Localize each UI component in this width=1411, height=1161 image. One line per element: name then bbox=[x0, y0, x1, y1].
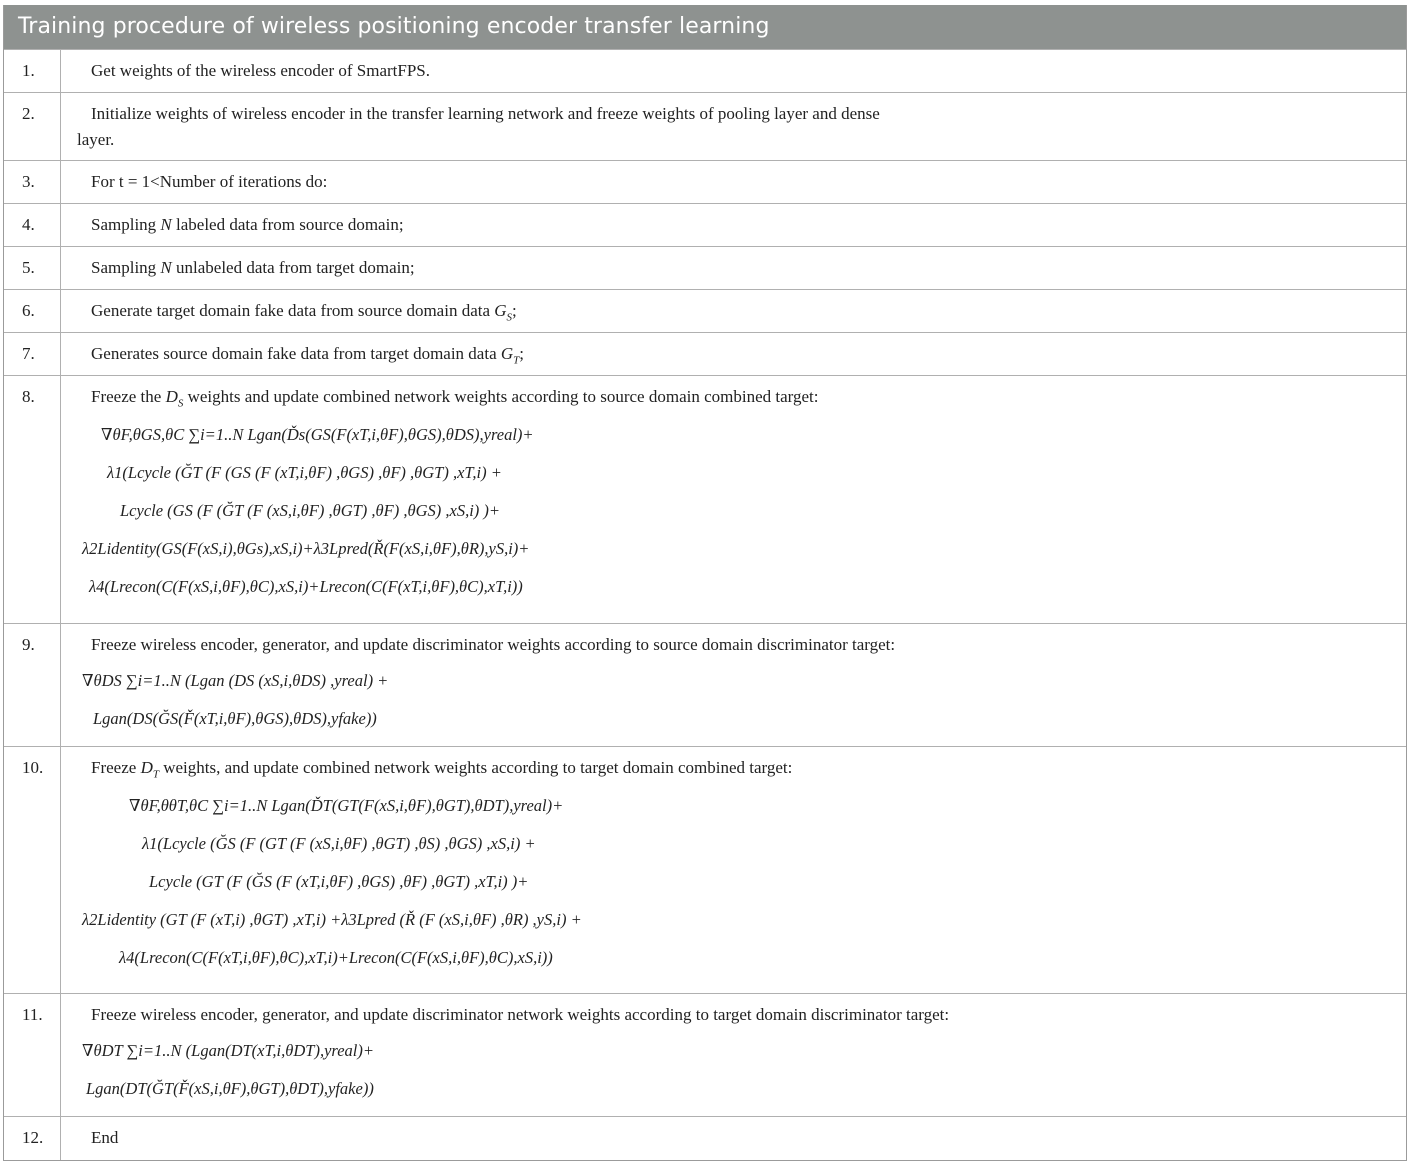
step-number: 8. bbox=[4, 376, 61, 623]
step-text: Sampling N unlabeled data from target domain; bbox=[91, 258, 415, 277]
step-text: Freeze wireless encoder, generator, and update discriminator weights according to source domain discriminator target: ∇θDS ∑i=1..N (Lgan (DS (xS,i,θDS) ,yreal) + Lgan(DS(ĞS(F̌(xT,i,θF),θGS),θDS),yfake)) bbox=[61, 624, 1406, 746]
step-text: Freeze wireless encoder, generator, and update discriminator network weights according to target domain discriminator target: ∇θDT ∑i=1..N (Lgan(DT(xT,i,θDT),yreal)+ Lgan(DT(ĞT(F̌(xS,i,θF),θGT),θDT),yfake)) bbox=[61, 994, 1406, 1116]
step-text: Generates source domain fake data from target domain data $G_T$; bbox=[91, 344, 525, 367]
table-row bbox=[4, 332, 1406, 375]
equation-line: λ4(Lrecon(C(F(xT,i,θF),θC),xT,i)+Lrecon(C(F(xS,i,θF),θC),xS,i)) bbox=[119, 948, 553, 968]
step-text: Sampling N labeled data from source domain; bbox=[91, 215, 404, 234]
step-number: 10. bbox=[4, 747, 61, 993]
equation-line: ∇θDT ∑i=1..N (Lgan(DT(xT,i,θDT),yreal)+ bbox=[82, 1041, 375, 1060]
equation-line: ∇θF,θGS,θC ∑i=1..N Lgan(Ďs(GS(F(xT,i,θF),θGS),θDS),yreal)+ bbox=[101, 425, 534, 445]
equation-line: Lcycle (GS (F (ĞT (F (xS,i,θF) ,θGT) ,θF) ,θGS) ,xS,i) )+ bbox=[120, 501, 501, 521]
table-row bbox=[4, 203, 1406, 246]
step-number: 2. bbox=[4, 93, 61, 160]
table-row bbox=[4, 92, 1406, 160]
step-number: 4. bbox=[4, 204, 61, 246]
step-number: 11. bbox=[4, 994, 61, 1116]
equation-line: Lgan(DS(ĞS(F̌(xT,i,θF),θGS),θDS),yfake)) bbox=[93, 709, 377, 728]
equation-line: λ2Lidentity(GS(F(xS,i),θGs),xS,i)+λ3Lpred(Ř(F(xS,i,θF),θR),yS,i)+ bbox=[82, 539, 530, 559]
equation-line: ∇θF,θθT,θC ∑i=1..N Lgan(ĎT(GT(F(xS,i,θF),θGT),θDT),yreal)+ bbox=[129, 796, 564, 816]
step-number: 3. bbox=[4, 161, 61, 203]
table-row bbox=[4, 289, 1406, 332]
table-row bbox=[4, 623, 1406, 746]
step-text: Generate target domain fake data from source domain data $G_S$; bbox=[91, 301, 517, 324]
table-title: Training procedure of wireless positioning encoder transfer learning bbox=[4, 5, 1406, 49]
equation-line: λ1(Lcycle (ĞT (F (GS (F (xT,i,θF) ,θGS) ,θF) ,θGT) ,xT,i) + bbox=[107, 463, 502, 483]
step-text: For t = 1<Number of iterations do: bbox=[91, 172, 328, 191]
table-row bbox=[4, 160, 1406, 203]
step-number: 6. bbox=[4, 290, 61, 332]
algorithm-table bbox=[3, 5, 1407, 1161]
equation-line: Lcycle (GT (F (ĞS (F (xT,i,θF) ,θGS) ,θF) ,θGT) ,xT,i) )+ bbox=[149, 872, 529, 892]
step-text: Get weights of the wireless encoder of SmartFPS. bbox=[91, 61, 430, 80]
equation-line: Lgan(DT(ĞT(F̌(xS,i,θF),θGT),θDT),yfake)) bbox=[86, 1079, 374, 1098]
step-text: Initialize weights of wireless encoder in the transfer learning network and freeze weights of pooling layer and dense layer. bbox=[77, 104, 880, 149]
step-text: Freeze the $D_S$ weights and update combined network weights according to source domain combined target: ∇θF,θGS,θC ∑i=1..N Lgan(Ďs(GS(F(xT,i,θF),θGS),θDS),yreal)+ λ1(Lcycle (ĞT (F (GS (F (xT,i,θF) ,θGS) ,θF) ,θGT) ,xT,i) + Lcycle (GS (F (ĞT (F (xS,i,θF) ,θGT) ,θF) ,θGS) ,xS,i) )+ λ2Lidentity(GS(F(xS,i),θGs),xS,i)+λ3Lpred(Ř(F(xS,i,θF),θR),yS,i)+ λ4(Lrecon(C(F(xS,i,θF),θC),xS,i)+Lrecon(C(F(xT,i,θF),θC),xT,i)) bbox=[61, 376, 1406, 623]
table-row bbox=[4, 246, 1406, 289]
step-number: 12. bbox=[4, 1117, 61, 1160]
step-text: End bbox=[91, 1128, 119, 1147]
table-row bbox=[4, 1116, 1406, 1160]
step-number: 5. bbox=[4, 247, 61, 289]
equation-line: λ1(Lcycle (ĞS (F (GT (F (xS,i,θF) ,θGT) ,θS) ,θGS) ,xS,i) + bbox=[142, 834, 536, 854]
equation-line: ∇θDS ∑i=1..N (Lgan (DS (xS,i,θDS) ,yreal) + bbox=[82, 671, 389, 690]
equation-line: λ2Lidentity (GT (F (xT,i) ,θGT) ,xT,i) +λ3Lpred (Ř (F (xS,i,θF) ,θR) ,yS,i) + bbox=[82, 910, 582, 930]
step-number: 7. bbox=[4, 333, 61, 375]
step-number: 1. bbox=[4, 50, 61, 92]
table-row bbox=[4, 993, 1406, 1116]
step-number: 9. bbox=[4, 624, 61, 746]
table-row bbox=[4, 746, 1406, 993]
table-row bbox=[4, 375, 1406, 623]
step-text: Freeze $D_T$ weights, and update combined network weights according to target domain combined target: ∇θF,θθT,θC ∑i=1..N Lgan(ĎT(GT(F(xS,i,θF),θGT),θDT),yreal)+ λ1(Lcycle (ĞS (F (GT (F (xS,i,θF) ,θGT) ,θS) ,θGS) ,xS,i) + Lcycle (GT (F (ĞS (F (xT,i,θF) ,θGS) ,θF) ,θGT) ,xT,i) )+ λ2Lidentity (GT (F (xT,i) ,θGT) ,xT,i) +λ3Lpred (Ř (F (xS,i,θF) ,θR) ,yS,i) + λ4(Lrecon(C(F(xT,i,θF),θC),xT,i)+Lrecon(C(F(xS,i,θF),θC),xS,i)) bbox=[61, 747, 1406, 993]
equation-line: λ4(Lrecon(C(F(xS,i,θF),θC),xS,i)+Lrecon(C(F(xT,i,θF),θC),xT,i)) bbox=[89, 577, 523, 597]
table-row bbox=[4, 49, 1406, 92]
